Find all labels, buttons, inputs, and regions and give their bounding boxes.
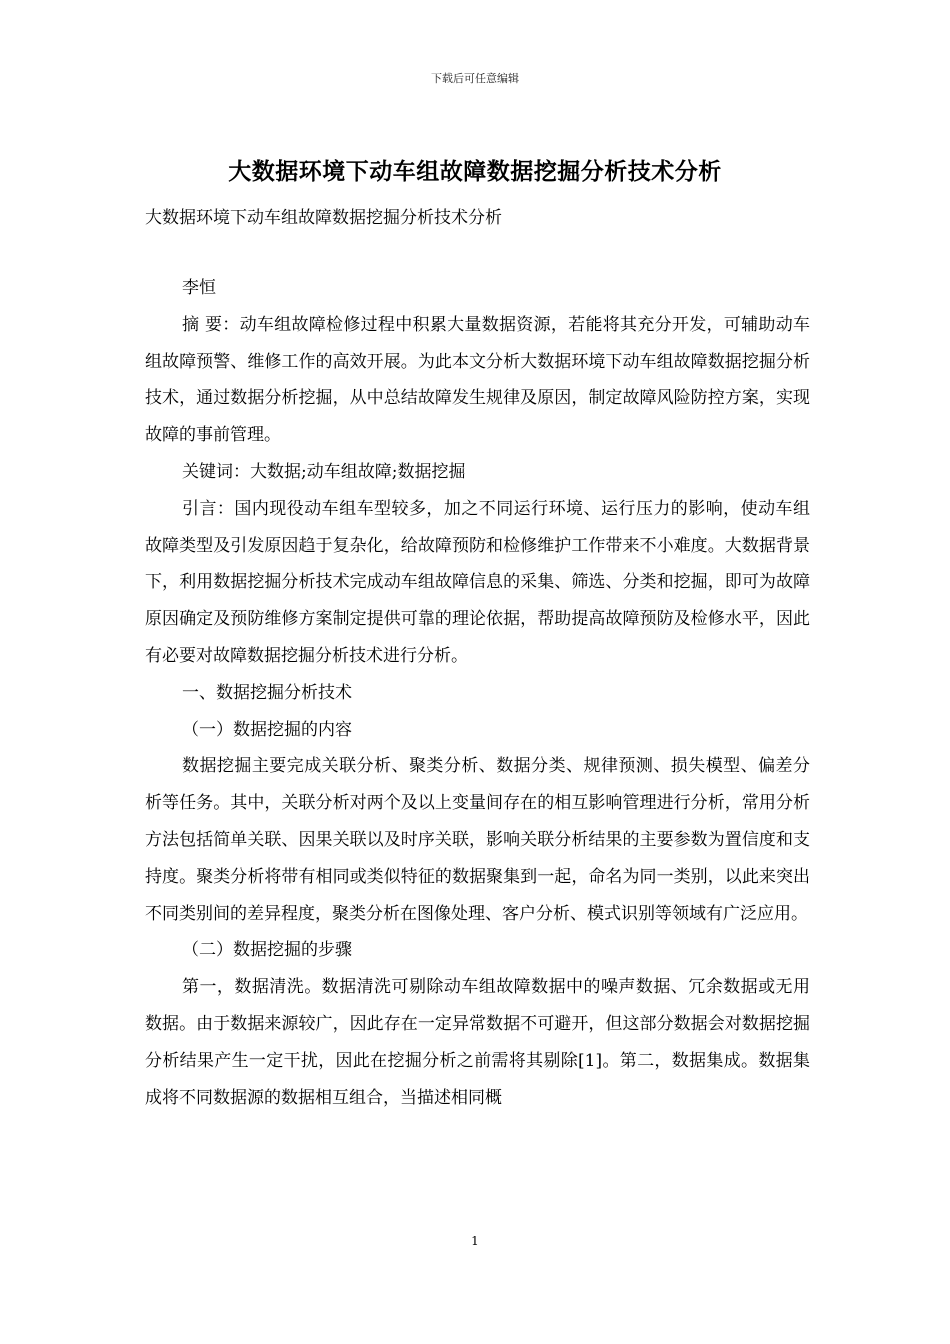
page-number: 1 — [471, 1234, 479, 1248]
subsection-heading: （一）数据挖掘的内容 — [182, 719, 352, 740]
body-paragraph: 数据挖掘主要完成关联分析、聚类分析、数据分类、规律预测、损失模型、偏差分析等任务。其中，关联分析对两个及以上变量间存在的相互影响管理进行分析，常用分析方法包括简单关联、因果关联以及时序关联，影响关联分析结果的主要参数为置信度和支持度。聚类分析将带有相同或类似特征的数据聚集到一起，命名为同一类别，以此来突出不同类别间的差异程度，聚类分析在图像处理、客户分析、模式识别等领域有广泛应用。 — [145, 756, 810, 924]
introduction-paragraph: 引言：国内现役动车组车型较多，加之不同运行环境、运行压力的影响，使动车组故障类型及引发原因趋于复杂化，给故障预防和检修维护工作带来不小难度。大数据背景下，利用数据挖掘分析技术完成动车组故障信息的采集、筛选、分类和挖掘，即可为故障原因确定及预防维修方案制定提供可靠的理论依据，帮助提高故障预防及检修水平，因此有必要对故障数据挖掘分析技术进行分析。 — [145, 498, 810, 666]
document-subtitle: 大数据环境下动车组故障数据挖掘分析技术分析 — [145, 208, 502, 228]
subsection-heading: （二）数据挖掘的步骤 — [182, 940, 352, 961]
body-paragraph: 第一，数据清洗。数据清洗可剔除动车组故障数据中的噪声数据、冗余数据或无用数据。由于数据来源较广，因此存在一定异常数据不可避开，但这部分数据会对数据挖掘分析结果产生一定干扰，因此在挖掘分析之前需将其剔除[1]。第二，数据集成。数据集成将不同数据源的数据相互组合，当描述相同概 — [145, 977, 810, 1108]
keywords-paragraph: 关键词：大数据;动车组故障;数据挖掘 — [182, 461, 466, 482]
document-body — [145, 270, 810, 1116]
author-line: 李恒 — [182, 278, 216, 298]
abstract-paragraph: 摘 要：动车组故障检修过程中积累大量数据资源，若能将其充分开发，可辅助动车组故障预警、维修工作的高效开展。为此本文分析大数据环境下动车组故障数据挖掘分析技术，通过数据分析挖掘，从中总结故障发生规律及原因，制定故障风险防控方案，实现故障的事前管理。 — [145, 314, 810, 446]
document-title: 大数据环境下动车组故障数据挖掘分析技术分析 — [228, 159, 722, 185]
section-heading: 一、数据挖掘分析技术 — [182, 682, 352, 703]
header-note: 下载后可任意编辑 — [431, 72, 519, 85]
